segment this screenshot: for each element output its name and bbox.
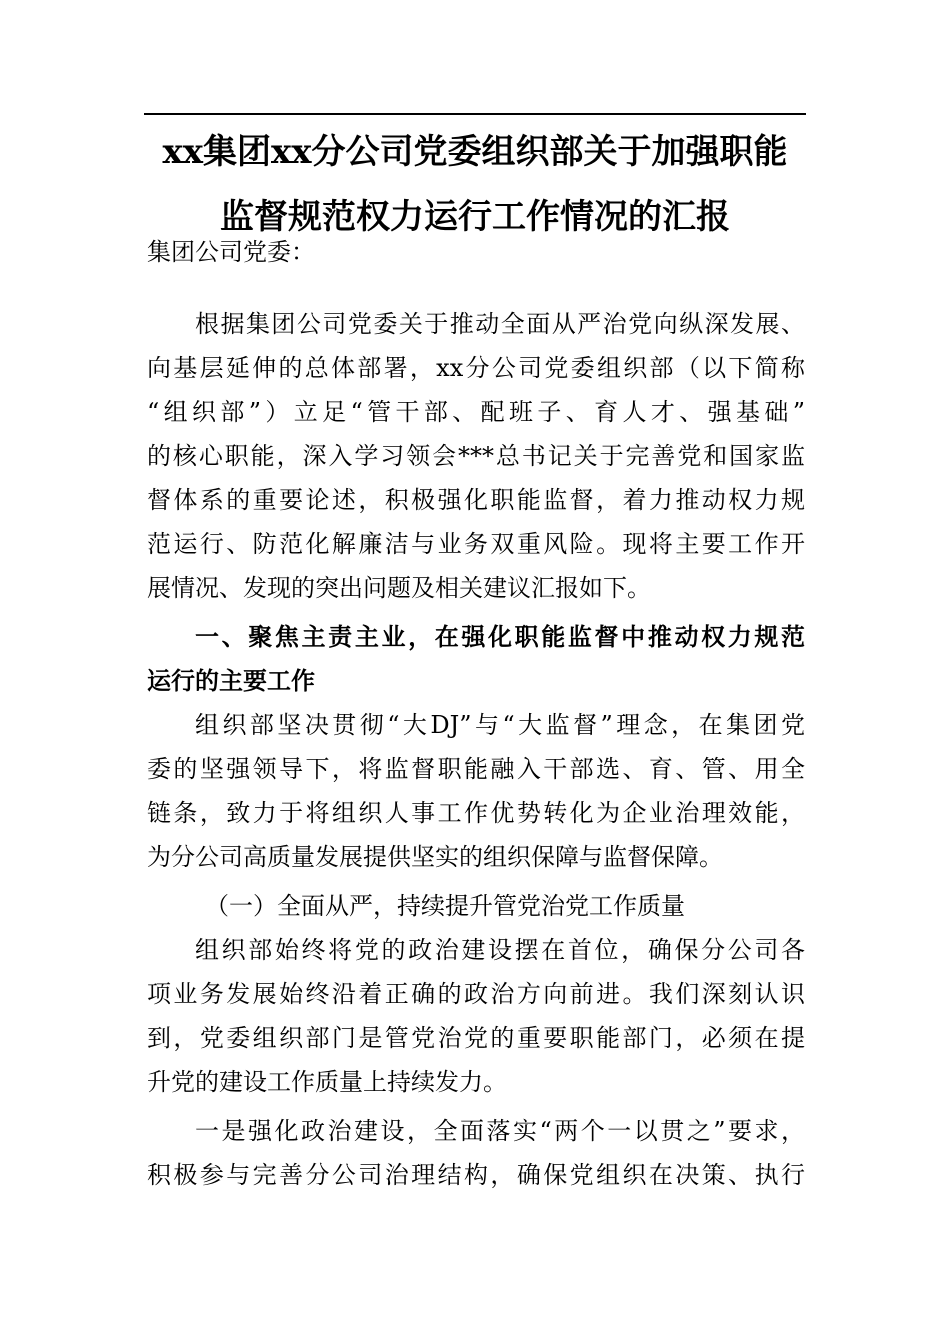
document-title-line-1: xx集团xx分公司党委组织部关于加强职能	[162, 132, 788, 172]
text-line: “组织部”）立足“管干部、配班子、育人才、强基础”	[147, 398, 805, 426]
text-line: 展情况、发现的突出问题及相关建议汇报如下。	[147, 574, 651, 602]
text-line: 链条，致力于将组织人事工作优势转化为企业治理效能，	[147, 799, 805, 827]
text-line: 升党的建设工作质量上持续发力。	[147, 1068, 507, 1096]
text-line: 组织部坚决贯彻“大DJ”与“大监督”理念，在集团党	[195, 711, 805, 739]
heading-line: 运行的主要工作	[147, 667, 315, 695]
paragraph-party-building	[147, 928, 805, 1104]
text-line: 项业务发展始终沿着正确的政治方向前进。我们深刻认识	[147, 980, 805, 1008]
document-title-line-2: 监督规范权力运行工作情况的汇报	[220, 197, 730, 237]
text-line: 的核心职能，深入学习领会***总书记关于完善党和国家监	[147, 442, 805, 470]
paragraph-intro	[147, 302, 805, 610]
text-line: 范运行、防范化解廉洁与业务双重风险。现将主要工作开	[147, 530, 805, 558]
text-line: 一是强化政治建设，全面落实“两个一以贯之”要求，	[195, 1117, 805, 1145]
document-body	[147, 230, 805, 1197]
section-heading-1	[147, 615, 805, 703]
subheading-1: （一）全面从严，持续提升管党治党工作质量	[205, 892, 685, 920]
paragraph-section-1-intro	[147, 703, 805, 879]
text-line: 积极参与完善分公司治理结构，确保党组织在决策、执行	[147, 1161, 805, 1189]
text-line: 到，党委组织部门是管党治党的重要职能部门，必须在提	[147, 1024, 805, 1052]
heading-line: 一、聚焦主责主业，在强化职能监督中推动权力规范	[195, 623, 805, 651]
text-line: 组织部始终将党的政治建设摆在首位，确保分公司各	[195, 936, 805, 964]
text-line: 为分公司高质量发展提供坚实的组织保障与监督保障。	[147, 843, 723, 871]
paragraph-political-building	[147, 1109, 805, 1197]
text-line: 委的坚强领导下，将监督职能融入干部选、育、管、用全	[147, 755, 805, 783]
header-rule	[144, 113, 806, 115]
text-line: 根据集团公司党委关于推动全面从严治党向纵深发展、	[195, 310, 805, 338]
text-line: 向基层延伸的总体部署，xx分公司党委组织部（以下简称	[147, 354, 805, 382]
text-line: 督体系的重要论述，积极强化职能监督，着力推动权力规	[147, 486, 805, 514]
salutation: 集团公司党委：	[147, 238, 315, 266]
